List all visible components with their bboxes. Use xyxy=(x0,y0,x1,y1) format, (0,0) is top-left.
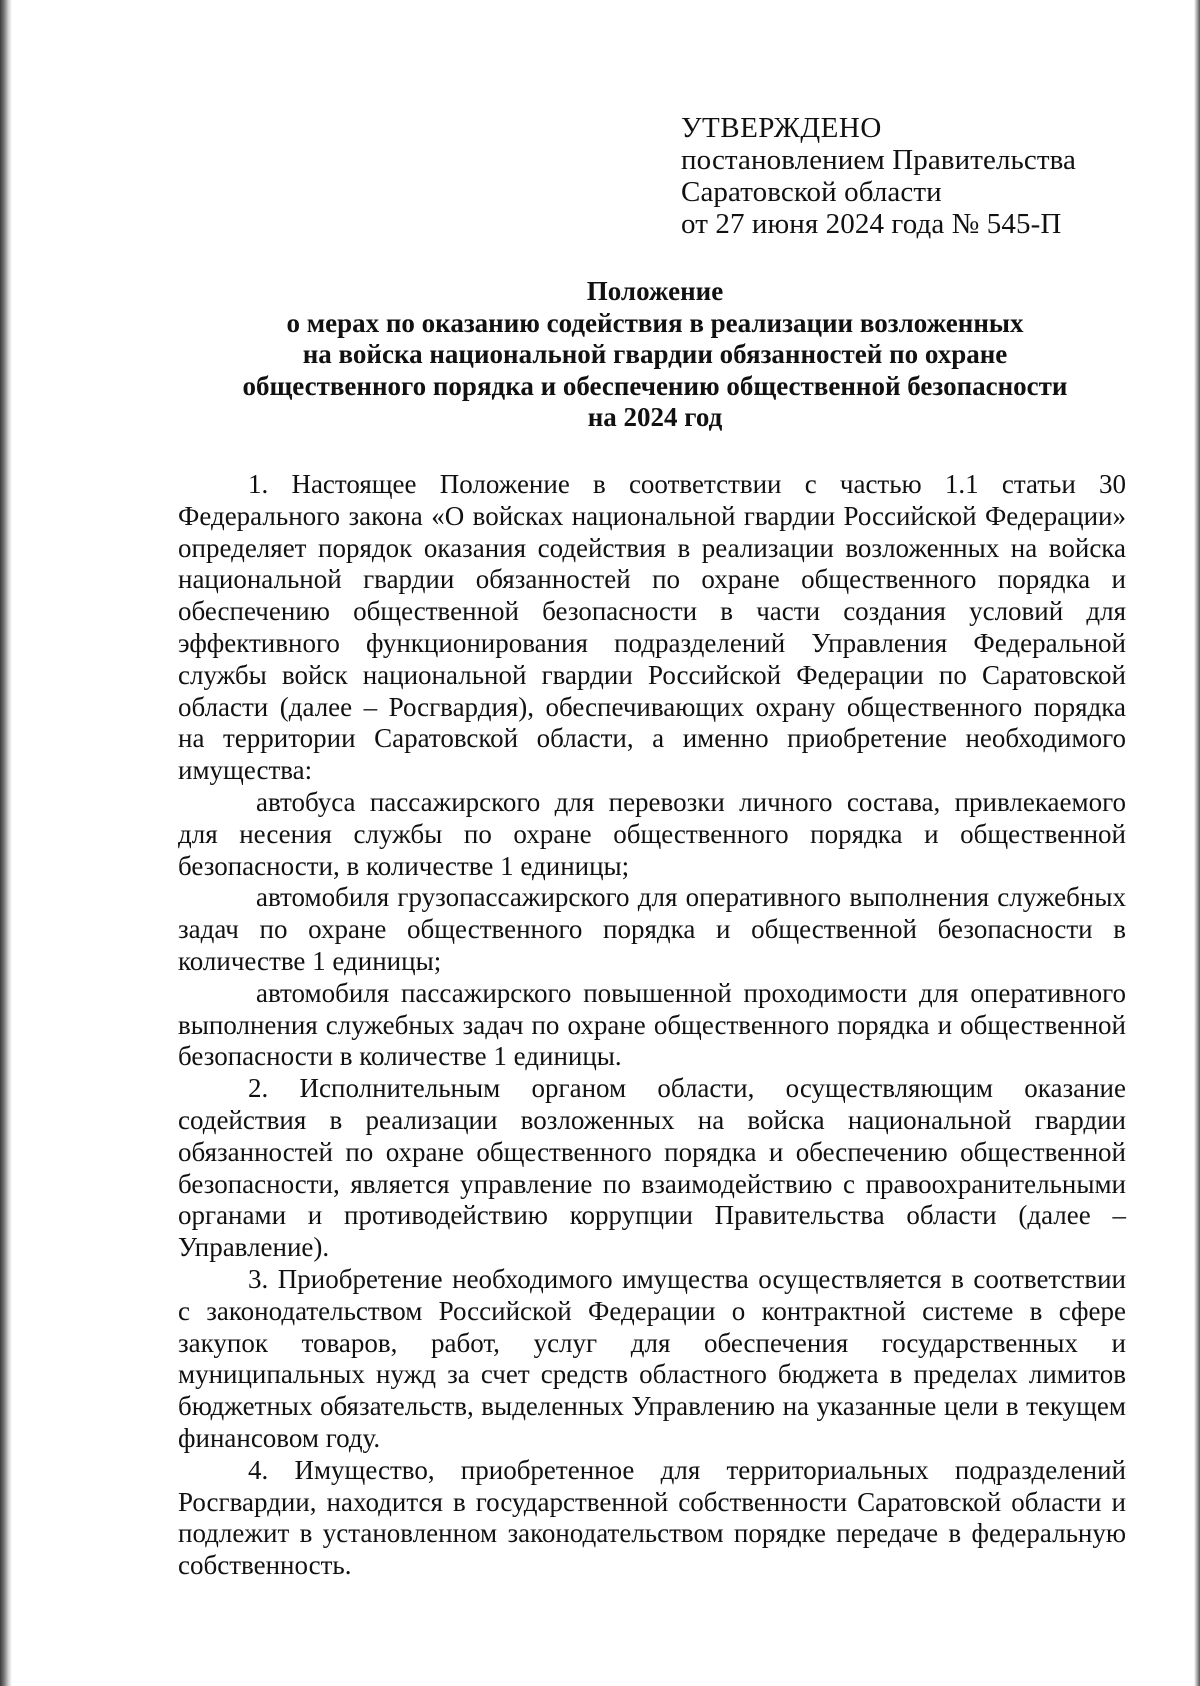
paragraph-1-item-cargo-vehicle: автомобиля грузопассажирского для оперативного выполнения служебных задач по охране общественного порядка и общественной безопасности в количестве 1 единицы; xyxy=(178,882,1126,976)
title-line-4: общественного порядка и обеспечению общественной безопасности xyxy=(242,370,1068,401)
approval-line-decree: постановлением Правительства xyxy=(681,144,1076,176)
scan-edge-right xyxy=(1194,0,1200,1686)
paragraph-1-item-offroad-vehicle: автомобиля пассажирского повышенной проходимости для оперативного выполнения служебных задач по охране общественного порядка и общественной безопасности в количестве 1 единицы. xyxy=(178,977,1126,1072)
title-line-2: о мерах по оказанию содействия в реализации возложенных xyxy=(286,307,1024,338)
title-line-3: на войска национальной гвардии обязанностей по охране xyxy=(302,339,1008,369)
approval-line-region: Саратовской области xyxy=(681,176,942,208)
title-line-5: на 2024 год xyxy=(587,402,723,432)
document-title xyxy=(178,276,1132,434)
document-body xyxy=(178,469,1126,1582)
paragraph-4: 4. Имущество, приобретенное для территориальных подразделений Росгвардии, находится в государственной собственности Саратовской области и подлежит в установленном законодательством порядке передаче в федеральную собственность. xyxy=(178,1454,1126,1581)
scan-edge-left xyxy=(0,0,12,1686)
approval-stamp-block xyxy=(681,112,1076,240)
paragraph-2: 2. Исполнительным органом области, осуществляющим оказание содействия в реализации возложенных на войска национальной гвардии обязанностей по охране общественного порядка и обеспечению общественной безопасности, является управление по взаимодействию с правоохранительными органами и противодействию коррупции Правительства области (далее – Управление). xyxy=(178,1073,1126,1263)
paragraph-1-item-bus: автобуса пассажирского для перевозки личного состава, привлекаемого для несения службы по охране общественного порядка и общественной безопасности, в количестве 1 единицы; xyxy=(178,786,1126,881)
paragraph-3: 3. Приобретение необходимого имущества осуществляется в соответствии с законодательством Российской Федерации о контрактной системе в сфере закупок товаров, работ, услуг для обеспечения государственных и муниципальных нужд за счет средств областного бюджета в пределах лимитов бюджетных обязательств, выделенных Управлению на указанные цели в текущем финансовом году. xyxy=(178,1263,1126,1453)
approval-heading: УТВЕРЖДЕНО xyxy=(681,112,882,144)
approval-line-date-number: от 27 июня 2024 года № 545-П xyxy=(681,208,1062,240)
title-line-1: Положение xyxy=(586,276,724,306)
paragraph-1: 1. Настоящее Положение в соответствии с частью 1.1 статьи 30 Федерального закона «О войсках национальной гвардии Российской Федерации» определяет порядок оказания содействия в реализации возложенных на войска национальной гвардии обязанностей по охране общественного порядка и обеспечению общественной безопасности в части создания условий для эффективного функционирования подразделений Управления Федеральной службы войск национальной гвардии Российской Федерации по Саратовской области (далее – Росгвардия), обеспечивающих охрану общественного порядка на территории Саратовской области, а именно приобретение необходимого имущества: xyxy=(178,469,1126,786)
